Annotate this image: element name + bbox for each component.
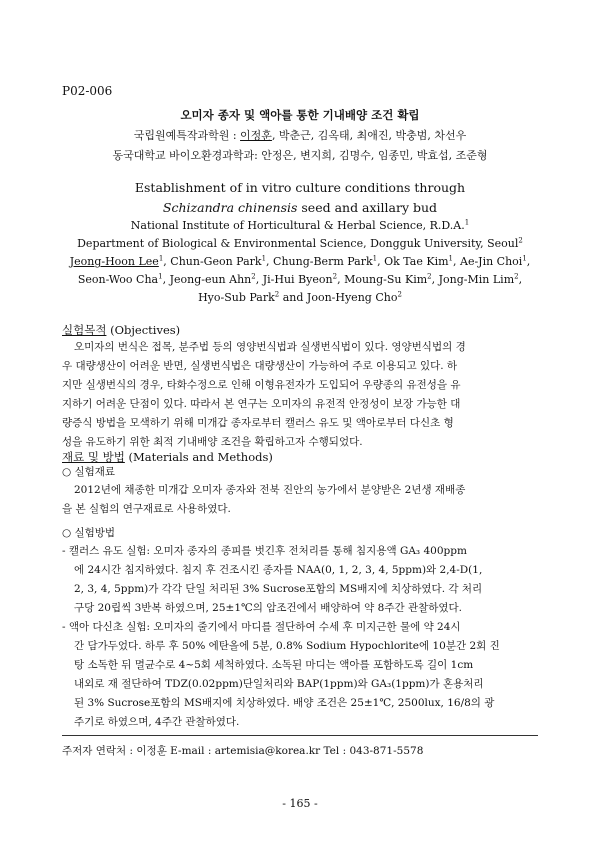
text-line: 2012년에 채종한 미개갑 오미자 종자와 전북 진안의 농가에서 분양받은 2년생 재배종: [74, 484, 466, 496]
author-superscript: 1: [261, 254, 267, 263]
heading-en: (Materials and Methods): [124, 450, 273, 464]
author-separator: ,: [431, 273, 439, 286]
text-line: 간 담가두었다. 하루 후 50% 에탄올에 5분, 0.8% Sodium Hypochlorite에 10분간 2회 진: [74, 640, 500, 652]
text-line: 탕 소독한 뒤 멸균수로 4~5회 세척하였다. 소독된 마디는 액아를 포함하도록 길이 1cm: [74, 659, 474, 671]
author-name: Seon-Woo Cha: [77, 273, 159, 286]
author-superscript: 1: [372, 254, 378, 263]
species-name: Schizandra chinensis: [162, 200, 298, 215]
objectives-heading: [62, 322, 180, 338]
title-rest: seed and axillary bud: [297, 200, 438, 215]
author-superscript: 1: [158, 254, 164, 263]
text-line: 오미자의 번식은 접목, 분주법 등의 영양번식법과 실생번식법이 있다. 영양번식법의 경: [74, 341, 466, 353]
heading-en: (Objectives): [106, 323, 181, 337]
author-separator: ,: [255, 273, 263, 286]
materials-label: ○ 실험재료: [62, 466, 116, 478]
author-name: Ae-Jin Choi: [460, 255, 523, 268]
english-affiliation-2: [40, 237, 560, 250]
text-line: 구당 20립씩 3반복 하였으며, 25±1℃의 암조건에서 배양하여 약 8주간 관찰하였다.: [74, 602, 463, 614]
author-separator: and: [279, 291, 307, 304]
author-name: Jeong-Hoon Lee: [69, 255, 159, 268]
author-separator: ,: [518, 273, 523, 286]
author-superscript: 2: [332, 272, 338, 281]
author-name: Jeong-eun Ahn: [169, 273, 252, 286]
korean-affiliation-1: [40, 127, 560, 143]
materials-paragraph: [62, 481, 465, 519]
author-name: Moung-Su Kim: [344, 273, 428, 286]
abstract-code: P02-006: [62, 84, 113, 98]
author-name: Hyo-Sub Park: [198, 291, 275, 304]
text-line: - 캘러스 유도 실험: 오미자 종자의 종피를 벗긴후 전처리를 통해 침지용액 GA₃ 400ppm: [62, 545, 467, 557]
text-line: 지만 실생번식의 경우, 타화수정으로 인해 이형유전자가 도입되어 우량종의 유전성을 유: [62, 379, 461, 391]
objectives-paragraph: [62, 338, 466, 452]
author-superscript: 2: [251, 272, 256, 281]
korean-affiliation-2: [40, 147, 560, 163]
text-line: 내외로 재 절단하여 TDZ(0.02ppm)단일처리와 BAP(1ppm)와 GA₃(1ppm)가 혼용처리: [74, 678, 484, 690]
heading-ko: 재료 및 방법: [62, 450, 125, 464]
footer-divider: [62, 735, 538, 736]
korean-title: 오미자 종자 및 액아를 통한 기내배양 조건 확립: [180, 108, 420, 122]
author-name: Chung-Berm Park: [273, 255, 373, 268]
superscript: 1: [464, 218, 470, 227]
english-title-line-1: Establishment of in vitro culture conditions through: [134, 180, 466, 195]
text-line: 우 대량생산이 어려운 반면, 실생번식법은 대량생산이 가능하여 주로 이용되고 있다. 하: [62, 360, 458, 372]
author-separator: ,: [337, 273, 345, 286]
text-line: 에 24시간 침지하였다. 침지 후 건조시킨 종자를 NAA(0, 1, 2, 3, 4, 5ppm)와 2,4-D(1,: [74, 564, 483, 576]
author-superscript: 1: [448, 254, 453, 263]
author-name: Chun-Geon Park: [170, 255, 262, 268]
text-line: - 액아 다신초 실험: 오미자의 줄기에서 마디를 절단하여 수세 후 미지근한 물에 약 24시: [62, 621, 461, 633]
english-affiliation-1: [40, 219, 560, 232]
author-name: Ok Tae Kim: [384, 255, 449, 268]
author-superscript: 2: [397, 290, 402, 299]
text-line: 지하기 어려운 단점이 있다. 따라서 본 연구는 오미자의 유전적 안정성이 보장 가능한 대: [62, 398, 461, 410]
page-number: - 165 -: [282, 797, 318, 810]
superscript: 2: [518, 236, 523, 245]
text-line: 을 본 실험의 연구재료로 사용하였다.: [62, 503, 231, 515]
methods-paragraph: [62, 542, 500, 732]
author-separator: ,: [377, 255, 385, 268]
affiliation-org: 국립원예특작과학원 :: [133, 129, 241, 142]
author-name: Ji-Hui Byeon: [262, 273, 333, 286]
author-name: Joon-Hyeng Cho: [306, 291, 398, 304]
coauthors: , 박춘근, 김옥태, 최애진, 박충범, 차선우: [271, 129, 467, 142]
heading-ko: 실험목적: [62, 323, 107, 337]
author-separator: ,: [526, 255, 531, 268]
methods-label: ○ 실험방법: [62, 527, 116, 539]
english-title-line-2: [40, 200, 560, 215]
author-separator: ,: [162, 273, 170, 286]
affiliation-text: National Institute of Horticultural & Herbal Science, R.D.A.: [130, 219, 465, 232]
affiliation-text: Department of Biological & Environmental Science, Dongguk University, Seoul: [77, 237, 519, 250]
text-line: 량증식 방법을 모색하기 위해 미개갑 종자로부터 캘러스 유도 및 액아로부터 다신초 형: [62, 417, 454, 429]
author-separator: ,: [163, 255, 171, 268]
author-superscript: 2: [427, 272, 432, 281]
authors-line-3: [40, 291, 560, 304]
text-line: 된 3% Sucrose포함의 MS배지에 치상하였다. 배양 조건은 25±1℃, 2500lux, 16/8의 광: [74, 697, 495, 709]
contact-footer: 주저자 연락처 : 이정훈 E-mail : artemisia@korea.kr Tel : 043-871-5578: [62, 745, 424, 757]
author-superscript: 1: [522, 254, 527, 263]
author-superscript: 2: [514, 272, 519, 281]
text-line: 주기로 하였으며, 4주간 관찰하였다.: [74, 716, 240, 728]
author-name: Jong-Min Lim: [438, 273, 515, 286]
authors-line-1: [40, 255, 560, 268]
author-separator: ,: [453, 255, 460, 268]
affiliation-org: 동국대학교 바이오환경과학과:: [112, 149, 262, 162]
coauthors: 안정은, 변지희, 김명수, 임종민, 박효섭, 조준형: [261, 149, 488, 162]
text-line: 성을 유도하기 위한 최적 기내배양 조건을 확립하고자 수행되었다.: [62, 436, 363, 448]
author-superscript: 2: [274, 290, 280, 299]
author-separator: ,: [266, 255, 274, 268]
author-superscript: 1: [158, 272, 163, 281]
text-line: 2, 3, 4, 5ppm)가 각각 단일 처리된 3% Sucrose포함의 MS배지에 치상하였다. 각 처리: [74, 583, 483, 595]
authors-line-2: [40, 273, 560, 286]
presenting-author: 이정훈: [240, 129, 272, 142]
